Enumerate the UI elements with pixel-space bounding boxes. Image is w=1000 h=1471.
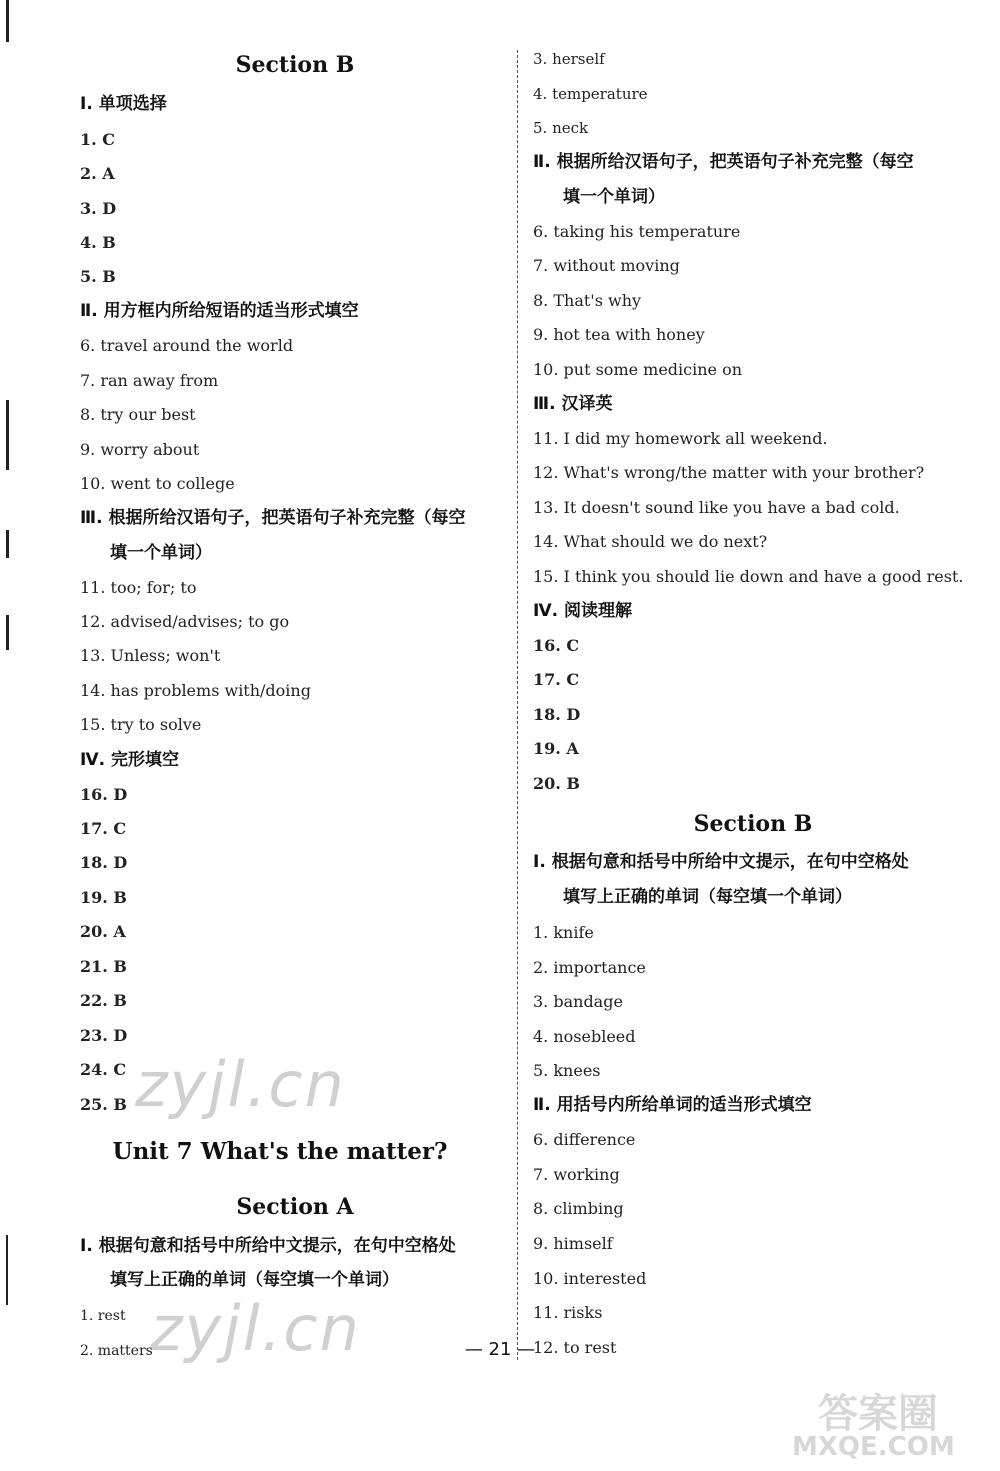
answer-item: 23. D — [80, 1026, 128, 1045]
answer-item: 12. What's wrong/the matter with your brother? — [533, 463, 925, 482]
unit-title: Unit 7 What's the matter? — [112, 1138, 448, 1165]
answer-item: 3. D — [80, 199, 117, 218]
answer-item: 2. matters — [80, 1343, 153, 1359]
answer-item: 4. B — [80, 233, 116, 252]
answer-item: 6. travel around the world — [80, 336, 294, 355]
part2-title: Ⅱ. 用方框内所给短语的适当形式填空 — [80, 301, 359, 321]
answer-item: 12. to rest — [533, 1338, 617, 1357]
margin-mark — [6, 530, 9, 558]
answer-item: 16. D — [80, 785, 128, 804]
answer-item: 1. C — [80, 130, 116, 149]
margin-mark — [6, 0, 9, 42]
answer-item: 6. taking his temperature — [533, 222, 741, 241]
answer-item: 10. interested — [533, 1269, 647, 1288]
part2-title-continued: 填一个单词） — [563, 187, 665, 207]
part2-title: Ⅱ. 根据所给汉语句子，把英语句子补充完整（每空 — [533, 152, 914, 172]
answer-item: 6. difference — [533, 1130, 636, 1149]
answer-item: 8. climbing — [533, 1199, 624, 1218]
answer-item: 19. B — [80, 888, 127, 907]
answer-item: 4. temperature — [533, 85, 648, 103]
answer-item: 19. A — [533, 739, 579, 758]
watermark-stamp: 答案圈 — [818, 1391, 938, 1437]
margin-mark — [6, 400, 9, 470]
answer-item: 7. ran away from — [80, 371, 219, 390]
answer-item: 18. D — [80, 853, 128, 872]
answer-item: 5. neck — [533, 119, 589, 137]
answer-item: 11. I did my homework all weekend. — [533, 429, 828, 448]
answer-item: 15. I think you should lie down and have a good rest. — [533, 567, 964, 586]
answer-item: 11. risks — [533, 1303, 603, 1322]
answer-item: 18. D — [533, 705, 581, 724]
answer-item: 17. C — [533, 670, 580, 689]
margin-mark — [6, 615, 9, 650]
answer-item: 12. advised/advises; to go — [80, 612, 290, 631]
section-b-part2-title: Ⅱ. 用括号内所给单词的适当形式填空 — [533, 1095, 812, 1115]
margin-mark — [6, 1235, 8, 1305]
answer-item: 3. bandage — [533, 992, 623, 1011]
answer-item: 7. without moving — [533, 256, 680, 275]
answer-item: 14. has problems with/doing — [80, 681, 311, 700]
answer-item: 22. B — [80, 991, 127, 1010]
part3-title: Ⅲ. 汉译英 — [533, 394, 613, 414]
watermark-stamp: MXQE.COM — [792, 1432, 955, 1462]
answer-item: 3. herself — [533, 50, 605, 68]
answer-item: 9. worry about — [80, 440, 200, 459]
answer-item: 20. B — [533, 774, 580, 793]
answer-item: 7. working — [533, 1165, 620, 1184]
answer-item: 2. A — [80, 164, 115, 183]
answer-item: 9. hot tea with honey — [533, 325, 705, 344]
answer-item: 4. nosebleed — [533, 1027, 636, 1046]
section-b-heading: Section B — [693, 811, 813, 837]
answer-item: 10. went to college — [80, 474, 235, 493]
answer-item: 11. too; for; to — [80, 578, 197, 597]
answer-item: 9. himself — [533, 1234, 613, 1253]
answer-item: 20. A — [80, 922, 126, 941]
section-a-part1-title-continued: 填写上正确的单词（每空填一个单词） — [110, 1270, 399, 1290]
section-b-part1-title: Ⅰ. 根据句意和括号中所给中文提示，在句中空格处 — [533, 852, 909, 872]
answer-item: 14. What should we do next? — [533, 532, 768, 551]
part1-title: Ⅰ. 单项选择 — [80, 94, 167, 114]
part4-title: Ⅳ. 完形填空 — [80, 750, 180, 770]
watermark: zyjl.cn — [135, 1048, 346, 1121]
part3-title-continued: 填一个单词） — [110, 543, 212, 563]
answer-item: 24. C — [80, 1060, 127, 1079]
column-divider — [517, 50, 518, 1360]
part3-title: Ⅲ. 根据所给汉语句子，把英语句子补充完整（每空 — [80, 508, 466, 528]
section-a-heading: Section A — [236, 1194, 354, 1220]
section-b-part1-title-continued: 填写上正确的单词（每空填一个单词） — [563, 887, 852, 907]
answer-item: 8. try our best — [80, 405, 196, 424]
answer-item: 1. rest — [80, 1308, 126, 1324]
answer-item: 21. B — [80, 957, 127, 976]
page-number: — 21 — — [464, 1339, 536, 1360]
answer-item: 10. put some medicine on — [533, 360, 743, 379]
answer-item: 8. That's why — [533, 291, 642, 310]
answer-item: 25. B — [80, 1095, 127, 1114]
watermark: zyjl.cn — [150, 1292, 361, 1365]
answer-item: 16. C — [533, 636, 580, 655]
part4-title: Ⅳ. 阅读理解 — [533, 601, 633, 621]
section-a-part1-title: Ⅰ. 根据句意和括号中所给中文提示，在句中空格处 — [80, 1236, 456, 1256]
answer-item: 17. C — [80, 819, 127, 838]
answer-item: 5. knees — [533, 1061, 601, 1080]
answer-item: 5. B — [80, 267, 116, 286]
answer-item: 15. try to solve — [80, 715, 202, 734]
answer-item: 13. It doesn't sound like you have a bad cold. — [533, 498, 900, 517]
section-b-heading: Section B — [235, 52, 355, 78]
answer-item: 2. importance — [533, 958, 646, 977]
answer-item: 1. knife — [533, 923, 594, 942]
answer-item: 13. Unless; won't — [80, 646, 221, 665]
